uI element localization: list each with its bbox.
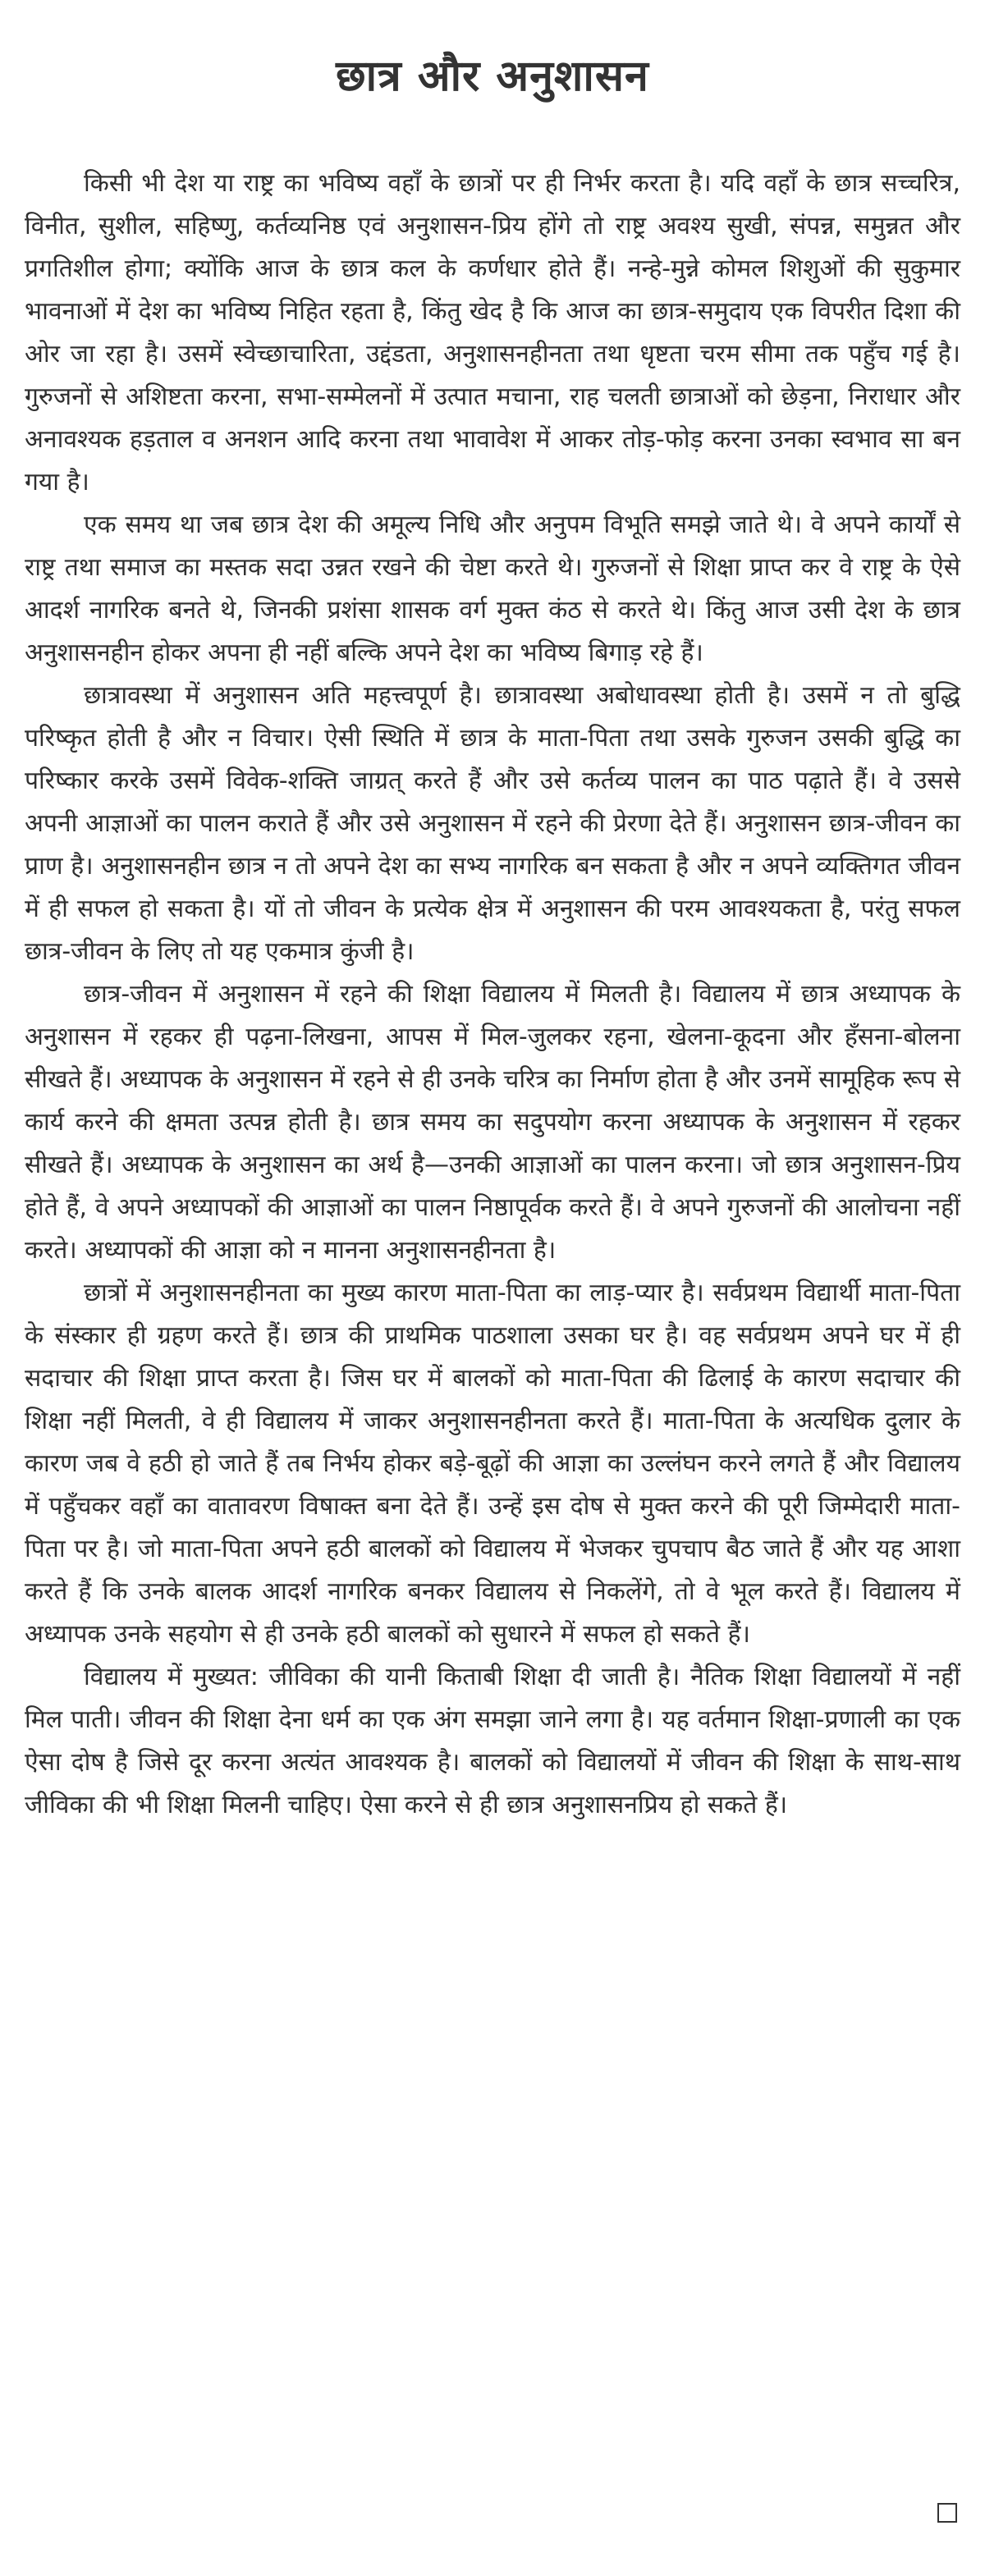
essay-paragraph-4: छात्र-जीवन में अनुशासन में रहने की शिक्षा विद्यालय में मिलती है। विद्यालय में छात्र अध्यापक के अनुशासन में रहकर ही पढ़ना-लिखना, आपस में मिल-जुलकर रहना, खेलना-कूदना और हँसना-बोलना सीखते हैं। अध्यापक के अनुशासन में रहने से ही उनके चरित्र का निर्माण होता है और उनमें सामूहिक रूप से कार्य करने की क्षमता उत्पन्न होती है। छात्र समय का सदुपयोग करना अध्यापक के अनुशासन में रहकर सीखते हैं। अध्यापक के अनुशासन का अर्थ है—उनकी आज्ञाओं का पालन करना। जो छात्र अनुशासन-प्रिय होते हैं, वे अपने अध्यापकों की आज्ञाओं का पालन निष्ठापूर्वक करते हैं। वे अपने गुरुजनों की आलोचना नहीं करते। अध्यापकों की आज्ञा को न मानना अनुशासनहीनता है। — [25, 980, 960, 1265]
essay-paragraph-2: एक समय था जब छात्र देश की अमूल्य निधि और अनुपम विभूति समझे जाते थे। वे अपने कार्यों से राष्ट्र तथा समाज का मस्तक सदा उन्नत रखने की चेष्टा करते थे। गुरुजनों से शिक्षा प्राप्त कर वे राष्ट्र के ऐसे आदर्श नागरिक बनते थे, जिनकी प्रशंसा शासक वर्ग मुक्त कंठ से करते थे। किंतु आज उसी देश के छात्र अनुशासनहीन होकर अपना ही नहीं बल्कि अपने देश का भविष्य बिगाड़ रहे हैं। — [25, 510, 960, 668]
essay-paragraph-3: छात्रावस्था में अनुशासन अति महत्त्वपूर्ण है। छात्रावस्था अबोधावस्था होती है। उसमें न तो बुद्धि परिष्कृत होती है और न विचार। ऐसी स्थिति में छात्र के माता-पिता तथा उसके गुरुजन उसकी बुद्धि का परिष्कार करके उसमें विवेक-शक्ति जाग्रत् करते हैं और उसे कर्तव्य पालन का पाठ पढ़ाते हैं। वे उससे अपनी आज्ञाओं का पालन कराते हैं और उसे अनुशासन में रहने की प्रेरणा देते हैं। अनुशासन छात्र-जीवन का प्राण है। अनुशासनहीन छात्र न तो अपने देश का सभ्य नागरिक बन सकता है और न अपने व्यक्तिगत जीवन में ही सफल हो सकता है। यों तो जीवन के प्रत्येक क्षेत्र में अनुशासन की परम आवश्यकता है, परंतु सफल छात्र-जीवन के लिए तो यह एकमात्र कुंजी है। — [25, 681, 960, 967]
end-of-text-square-icon — [937, 2503, 957, 2523]
essay-paragraph-1: किसी भी देश या राष्ट्र का भविष्य वहाँ के छात्रों पर ही निर्भर करता है। यदि वहाँ के छात्र सच्चरित्र, विनीत, सुशील, सहिष्णु, कर्तव्यनिष्ठ एवं अनुशासन-प्रिय होंगे तो राष्ट्र अवश्य सुखी, संपन्न, समुन्नत और प्रगतिशील होगा; क्योंकि आज के छात्र कल के कर्णधार होते हैं। नन्हे-मुन्ने कोमल शिशुओं की सुकुमार भावनाओं में देश का भविष्य निहित रहता है, किंतु खेद है कि आज का छात्र-समुदाय एक विपरीत दिशा की ओर जा रहा है। उसमें स्वेच्छाचारिता, उद्दंडता, अनुशासनहीनता तथा धृष्टता चरम सीमा तक पहुँच गई है। गुरुजनों से अशिष्टता करना, सभा-सम्मेलनों में उत्पात मचाना, राह चलती छात्राओं को छेड़ना, निराधार और अनावश्यक हड़ताल व अनशन आदि करना तथा भावावेश में आकर तोड़-फोड़ करना उनका स्वभाव सा बन गया है। — [25, 169, 960, 497]
essay-title: छात्र और अनुशासन — [336, 52, 649, 101]
essay-paragraph-5: छात्रों में अनुशासनहीनता का मुख्य कारण माता-पिता का लाड़-प्यार है। सर्वप्रथम विद्यार्थी माता-पिता के संस्कार ही ग्रहण करते हैं। छात्र की प्राथमिक पाठशाला उसका घर है। वह सर्वप्रथम अपने घर में ही सदाचार की शिक्षा प्राप्त करता है। जिस घर में बालकों को माता-पिता की ढिलाई के कारण सदाचार की शिक्षा नहीं मिलती, वे ही विद्यालय में जाकर अनुशासनहीनता करते हैं। माता-पिता के अत्यधिक दुलार के कारण जब वे हठी हो जाते हैं तब निर्भय होकर बड़े-बूढ़ों की आज्ञा का उल्लंघन करने लगते हैं और विद्यालय में पहुँचकर वहाँ का वातावरण विषाक्त बना देते हैं। उन्हें इस दोष से मुक्त करने की पूरी जिम्मेदारी माता-पिता पर है। जो माता-पिता अपने हठी बालकों को विद्यालय में भेजकर चुपचाप बैठ जाते हैं और यह आशा करते हैं कि उनके बालक आदर्श नागरिक बनकर विद्यालय से निकलेंगे, तो वे भूल करते हैं। विद्यालय में अध्यापक उनके सहयोग से ही उनके हठी बालकों को सुधारने में सफल हो सकते हैं। — [25, 1279, 960, 1649]
essay-paragraph-6: विद्यालय में मुख्यत: जीविका की यानी किताबी शिक्षा दी जाती है। नैतिक शिक्षा विद्यालयों में नहीं मिल पाती। जीवन की शिक्षा देना धर्म का एक अंग समझा जाने लगा है। यह वर्तमान शिक्षा-प्रणाली का एक ऐसा दोष है जिसे दूर करना अत्यंत आवश्यक है। बालकों को विद्यालयों में जीवन की शिक्षा के साथ-साथ जीविका की भी शिक्षा मिलनी चाहिए। ऐसा करने से ही छात्र अनुशासनप्रिय हो सकते हैं। — [25, 1663, 960, 1820]
